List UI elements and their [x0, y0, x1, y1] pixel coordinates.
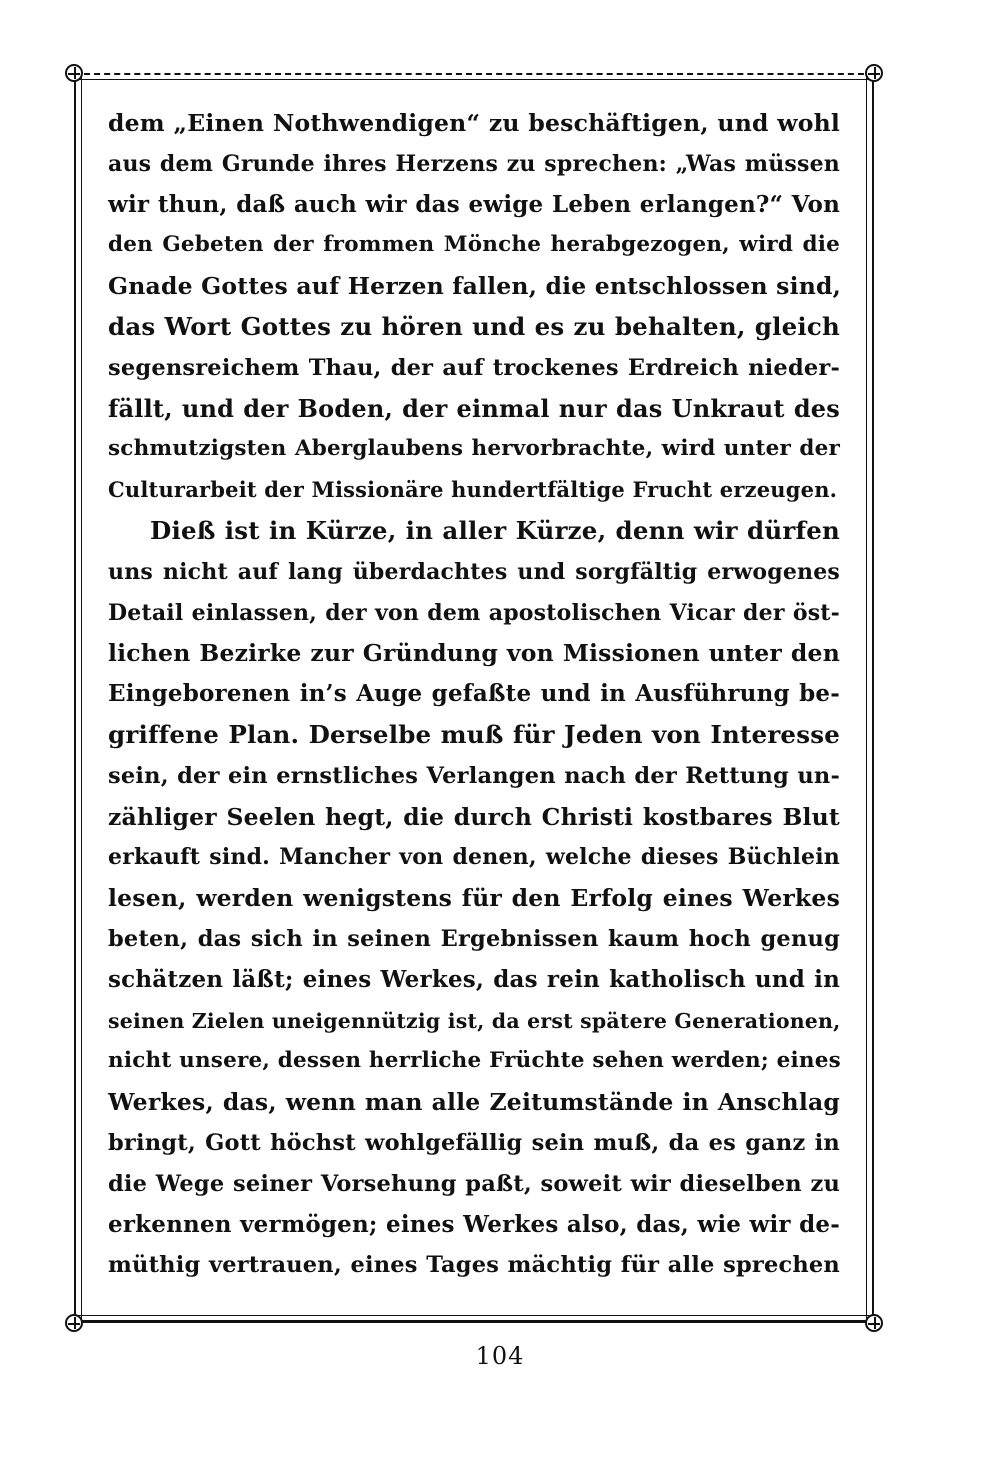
- text-line: schmutzigsten Aberglaubens hervorbrachte, wird unter der: [108, 436, 840, 462]
- text-line: schätzen läßt; eines Werkes, das rein katholisch und in: [108, 965, 840, 993]
- corner-ornament-icon: [65, 64, 83, 82]
- text-line: aus dem Grunde ihres Herzens zu sprechen: „Was müssen: [108, 150, 840, 177]
- text-line: Gnade Gottes auf Herzen fallen, die entschlossen sind,: [108, 272, 842, 301]
- frame-left-rule: [74, 73, 76, 1323]
- text-line: nicht unsere, dessen herrliche Früchte sehen werden; eines: [108, 1048, 841, 1074]
- frame-top-rule: [74, 73, 874, 75]
- text-line: griffene Plan. Derselbe muß für Jeden von Interesse: [108, 719, 840, 749]
- page-number: 104: [475, 1342, 525, 1370]
- text-line: lichen Bezirke zur Gründung von Missionen unter den: [108, 639, 840, 668]
- text-line: fällt, und der Boden, der einmal nur das Unkraut des: [108, 393, 840, 423]
- text-line: bringt, Gott höchst wohlgefällig sein muß, da es ganz in: [108, 1129, 840, 1156]
- text-line: das Wort Gottes zu hören und es zu behalten, gleich: [108, 311, 840, 341]
- text-line: Werkes, das, wenn man alle Zeitumstände in Anschlag: [108, 1088, 840, 1117]
- text-line: uns nicht auf lang überdachtes und sorgfältig erwogenes: [108, 558, 840, 585]
- text-line: Eingeborenen in’s Auge gefaßte und in Ausführung be-: [108, 680, 840, 708]
- corner-ornament-icon: [65, 1314, 83, 1332]
- frame-right-rule: [872, 73, 874, 1323]
- text-line: den Gebeten der frommen Mönche herabgezogen, wird die: [108, 232, 840, 258]
- text-line: dem „Einen Nothwendigen“ zu beschäftigen, und wohl: [108, 109, 840, 137]
- text-line: segensreichem Thau, der auf trockenes Erdreich nieder-: [108, 354, 840, 381]
- text-line: erkauft sind. Mancher von denen, welche dieses Büchlein: [108, 844, 840, 871]
- corner-ornament-icon: [865, 1314, 883, 1332]
- text-line: seinen Zielen uneigennützig ist, da erst spätere Generationen,: [108, 1008, 841, 1033]
- body-text: [108, 103, 840, 1286]
- text-line: Dieß ist in Kürze, in aller Kürze, denn wir dürfen: [150, 515, 840, 545]
- page-frame: [74, 73, 874, 1323]
- text-line: beten, das sich in seinen Ergebnissen kaum hoch genug: [108, 925, 840, 952]
- text-line: zähliger Seelen hegt, die durch Christi kostbares Blut: [108, 802, 840, 831]
- text-line: Detail einlassen, der von dem apostolischen Vicar der öst-: [108, 599, 840, 626]
- corner-ornament-icon: [865, 64, 883, 82]
- text-line: sein, der ein ernstliches Verlangen nach der Rettung un-: [108, 762, 840, 789]
- frame-bottom-rule: [74, 1320, 874, 1323]
- text-line: erkennen vermögen; eines Werkes also, das, wie wir de-: [108, 1210, 840, 1238]
- text-line: die Wege seiner Vorsehung paßt, soweit wir dieselben zu: [108, 1170, 840, 1197]
- text-line: wir thun, daß auch wir das ewige Leben erlangen?“ Von: [108, 190, 840, 218]
- text-line: müthig vertrauen, eines Tages mächtig für alle sprechen: [108, 1252, 840, 1279]
- text-line: Culturarbeit der Missionäre hundertfältige Frucht erzeugen.: [108, 477, 838, 503]
- text-line: lesen, werden wenigstens für den Erfolg eines Werkes: [108, 884, 840, 913]
